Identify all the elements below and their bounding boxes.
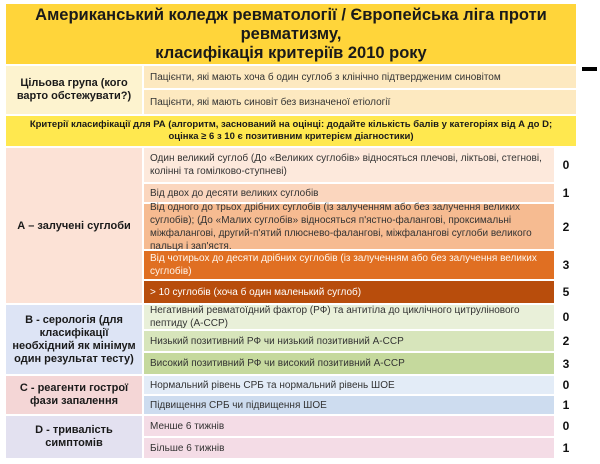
section-c-label: С - реагенти гострої фази запалення [6, 376, 142, 414]
section-b-row-2: Низький позитивний РФ чи низький позитивний А-ССР [144, 331, 554, 351]
target-group-label: Цільова група (кого варто обстежувати?) [6, 66, 142, 114]
section-a-row-4: Від чотирьох до десяти дрібних суглобів (із залученням або без залучення великих суглобів) [144, 251, 554, 279]
section-b-row-1: Негативний ревматоїдний фактор (РФ) та антитіла до циклічного цитрулінового пептиду (А-ССР) [144, 305, 554, 329]
section-a-label: А – залучені суглоби [6, 148, 142, 303]
section-b-row-3-score: 3 [562, 356, 570, 371]
section-a-row-1: Один великий суглоб (До «Великих суглобів» відносяться плечові, ліктьові, стегнові, колінні та гомілково-ступневі) [144, 148, 554, 182]
section-a-row-3: Від одного до трьох дрібних суглобів (із залученням або без залучення великих суглобів); (До «Малих суглобів» відносяться п'ястно-фаланговi, проксимальні міжфалангові, другий-п'ятий плюснево-фалангові, міжфалангові суглоби великого пальця і зап'ястя. [144, 204, 554, 249]
section-a-row-1-score: 0 [562, 158, 570, 172]
section-a-row-5: > 10 суглобів (хоча б один маленький суглоб) [144, 281, 554, 303]
title-line-2: ревматизму, [240, 25, 342, 43]
section-d-row-2-score: 1 [562, 441, 570, 455]
target-group-row-2: Пацієнти, які мають синовіт без визначеної етіології [144, 90, 576, 114]
title-line-1: Американський коледж ревматології / Європейська ліга проти [35, 6, 547, 24]
section-b-row-1-score: 0 [562, 310, 570, 324]
section-a-row-4-score: 3 [562, 258, 570, 272]
title-line-3: класифікація критеріїв 2010 року [155, 44, 427, 62]
decorative-dash [582, 67, 597, 71]
section-a-row-2: Від двох до десяти великих суглобів [144, 184, 554, 202]
target-group-row-1: Пацієнти, які мають хоча б один суглоб з клінічно підтвердженим синовітом [144, 66, 576, 88]
section-c-row-1-score: 0 [562, 378, 570, 392]
section-d-row-2: Більше 6 тижнів [144, 438, 554, 458]
section-c-row-1: Нормальний рівень СРБ та нормальний рівень ШОЕ [144, 376, 554, 394]
section-c-row-2-score: 1 [562, 398, 570, 412]
section-d-row-1: Менше 6 тижнів [144, 416, 554, 436]
section-a-row-2-score: 1 [562, 186, 570, 200]
page-title [6, 4, 576, 64]
section-b-label: В - серологія (для класифікації необхідний як мінімум один результат тесту) [6, 305, 142, 374]
section-a-row-5-score: 5 [562, 285, 570, 299]
section-d-label: D - тривалість симптомів [6, 416, 142, 458]
section-b-row-3: Високий позитивний РФ чи високий позитивний А-ССР [144, 353, 554, 374]
criteria-note: Критерії класифікації для РА (алгоритм, заснований на оцінці: додайте кількість балів у категоріях від А до D; оцінка ≥ 6 з 10 є позитивним критерієм діагностики) [6, 116, 576, 146]
section-b-row-2-score: 2 [562, 334, 570, 348]
section-d-row-1-score: 0 [562, 419, 570, 433]
section-c-row-2: Підвищення СРБ чи підвищення ШОЕ [144, 396, 554, 414]
section-a-row-3-score: 2 [562, 219, 570, 234]
